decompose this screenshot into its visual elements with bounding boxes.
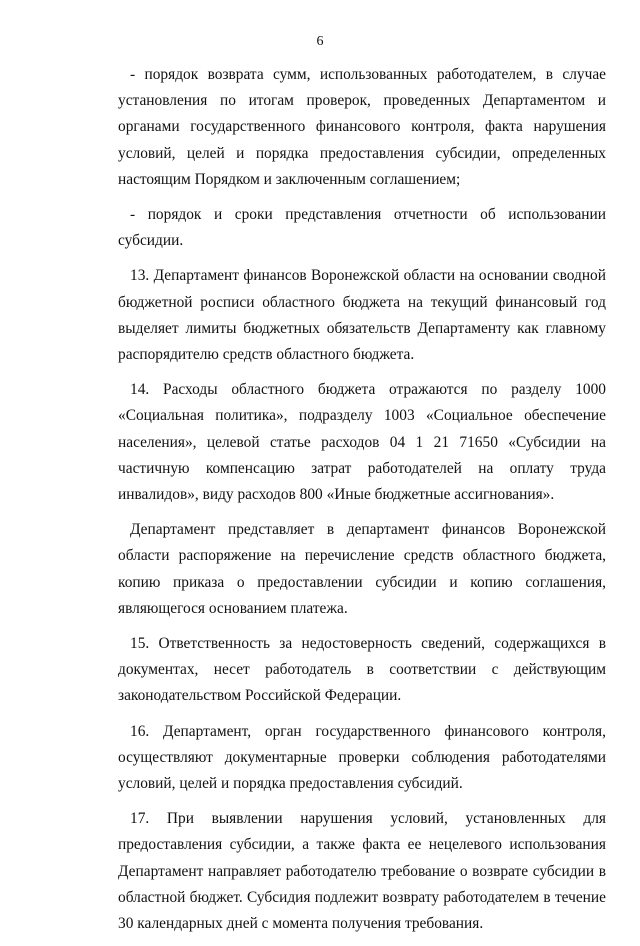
paragraph-13: 13. Департамент финансов Воронежской области на основании сводной бюджетной росписи областного бюджета на текущий финансовый год выделяет лимиты бюджетных обязательств Департаменту как главному распорядителю средств областного бюджета.	[118, 267, 606, 364]
document-body	[118, 62, 606, 946]
paragraph-14: 14. Расходы областного бюджета отражаются по разделу 1000 «Социальная политика», подразделу 1003 «Социальное обеспечение населения», целевой статье расходов 04 1 21 71650 «Субсидии на частичную компенсацию затрат работодателей на оплату труда инвалидов», виду расходов 800 «Иные бюджетные ассигнования».	[118, 381, 606, 504]
paragraph-14-continued: Департамент представляет в департамент финансов Воронежской области распоряжение на перечисление средств областного бюджета, копию приказа о предоставлении субсидии и копию соглашения, являющегося основанием платежа.	[118, 521, 606, 617]
paragraph-17: 17. При выявлении нарушения условий, установленных для предоставления субсидии, а также факта ее нецелевого использования Департамент направляет работодателю требование о возврате субсидии в областной бюджет. Субсидия подлежит возврату работодателем в течение 30 календарных дней с момента получения требования.	[118, 810, 606, 933]
paragraph-refund-procedure: - порядок возврата сумм, использованных работодателем, в случае установления по итогам проверок, проведенных Департаментом и органами государственного финансового контроля, факта нарушения условий, целей и порядка предоставления субсидии, определенных настоящим Порядком и заключенным соглашением;	[118, 66, 606, 188]
paragraph-16: 16. Департамент, орган государственного финансового контроля, осуществляют документарные проверки соблюдения работодателями условий, целей и порядка предоставления субсидий.	[118, 722, 606, 793]
paragraph-15: 15. Ответственность за недостоверность сведений, содержащихся в документах, несет работодатель в соответствии с действующим законодательством Российской Федерации.	[118, 635, 606, 705]
page-number: 6	[316, 34, 324, 49]
paragraph-reporting-procedure: - порядок и сроки представления отчетности об использовании субсидии.	[118, 206, 606, 250]
